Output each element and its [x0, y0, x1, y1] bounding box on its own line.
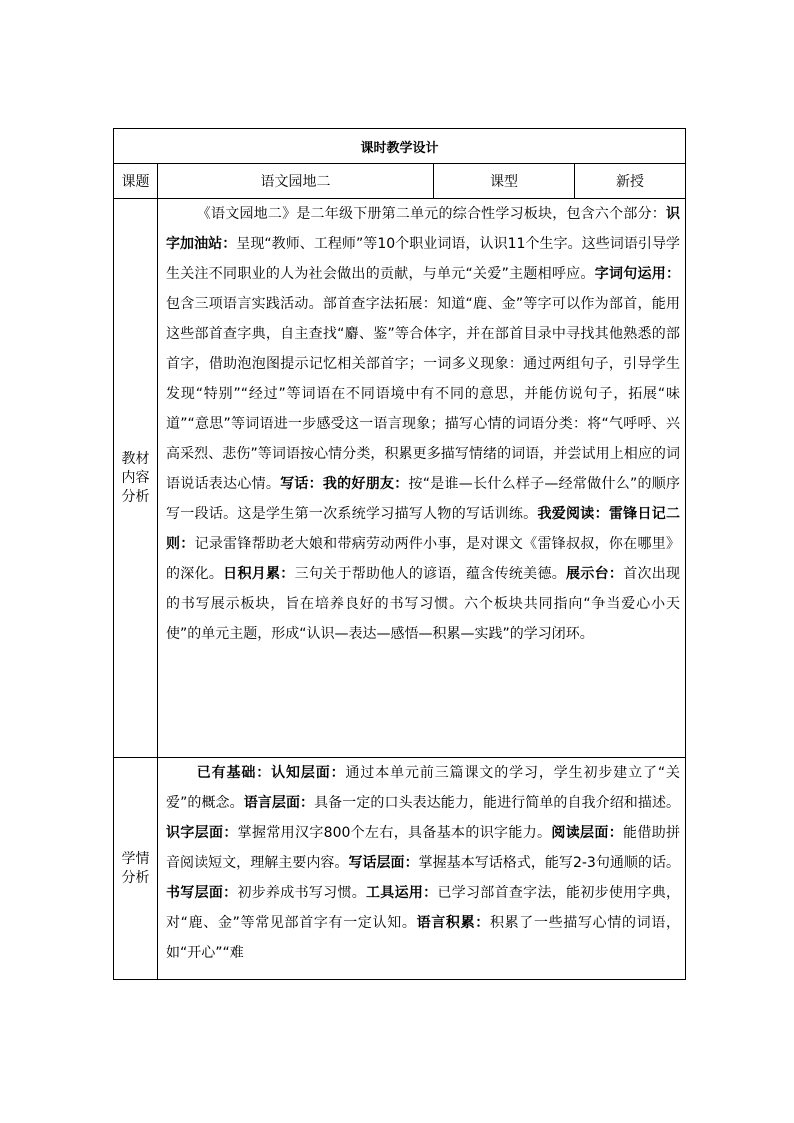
learner-analysis-label-line: 学情: [121, 850, 150, 867]
bold-heading-text: 字词句运用：: [594, 266, 681, 282]
bold-heading-text: 工具运用：: [366, 885, 438, 901]
body-text: 掌握常用汉字800个左右，具备基本的识字能力。: [237, 825, 552, 841]
content-analysis-label-line: 分析: [121, 488, 150, 505]
topic-label: 课题: [114, 164, 158, 199]
bold-heading-text: 识字层面：: [166, 825, 238, 841]
learner-analysis-label: [114, 758, 158, 980]
lesson-design-table: [113, 128, 686, 980]
bold-heading-text: 书写层面：: [166, 885, 238, 901]
body-text: 呈现“教师、工程师”等10个职业词语，认识11个生字。这些词语引导学生关注不同职业的人为社会做出的贡献，与单元“关爱”主题相呼应。: [166, 236, 681, 282]
bold-heading-text: 展示台：: [566, 566, 624, 582]
table-title: 课时教学设计: [114, 129, 686, 164]
body-text: 包含三项语言实践活动。部首查字法拓展：知道“鹿、金”等字可以作为部首，能用这些部首查字典，自主查找“麝、鉴”等合体字，并在部首目录中寻找其他熟悉的部首字，借助泡泡图提示记忆相关部首字；一词多义现象：通过两组句子，引导学生发现“特别”“经过”等词语在不同语境中有不同的意思，并能仿说句子，拓展“味道”“意思”等词语进一步感受这一语言现象；描写心情的词语分类：将“气呼呼、兴高采烈、悲伤”等词语按心情分类，积累更多描写情绪的词语，并尝试用上相应的词语说话表达心情。: [166, 296, 681, 492]
topic-value: 语文园地二: [158, 164, 434, 199]
body-text: 能借助拼音阅读短文，理解主要内容。: [166, 825, 681, 871]
body-text: 记录雷锋帮助老大娘和带病劳动两件小事，是对课文《雷锋叔叔，你在哪里》的深化。: [166, 536, 681, 582]
bold-heading-text: 识字加油站：: [166, 206, 681, 252]
body-text: 《语文园地二》是二年级下册第二单元的综合性学习板块，包含六个部分：: [196, 206, 667, 222]
bold-heading-text: 阅读层面：: [551, 825, 624, 841]
body-text: 已学习部首查字法，能初步使用字典，对“鹿、金”等常见部首字有一定认知。: [166, 885, 681, 931]
learner-analysis-label-line: 分析: [121, 869, 150, 886]
bold-heading-text: 语言层面：: [243, 795, 315, 811]
content-analysis-paragraph: [166, 199, 680, 649]
lesson-type-value: 新授: [575, 164, 686, 199]
body-text: 首次出现的书写展示板块，旨在培养良好的书写习惯。六个板块共同指向“争当爱心小天使”的单元主题，形成“认识—表达—感悟—积累—实践”的学习闭环。: [166, 566, 681, 642]
lesson-type-label: 课型: [434, 164, 575, 199]
learner-analysis-text: [158, 758, 686, 980]
content-analysis-label-line: 内容: [121, 469, 150, 486]
body-text: 掌握基本写话格式，能写2-3句通顺的话。: [418, 855, 681, 871]
body-text: 通过本单元前三篇课文的学习，学生初步建立了“关爱”的概念。: [166, 765, 681, 811]
bold-heading-text: 日积月累：: [223, 566, 295, 582]
body-text: 积累了一些描写心情的词语，如“开心”“难: [166, 915, 681, 961]
content-analysis-text: [158, 199, 686, 758]
content-analysis-label-line: 教材: [121, 450, 150, 467]
body-text: 初步养成书写习惯。: [237, 885, 367, 901]
bold-heading-text: 写话层面：: [348, 855, 419, 871]
body-text: 具备一定的口头表达能力，能进行简单的自我介绍和描述。: [314, 795, 681, 811]
bold-heading-text: 我爱阅读：雷锋日记二则：: [166, 506, 681, 552]
body-text: 三句关于帮助他人的谚语，蕴含传统美德。: [294, 566, 567, 582]
bold-heading-text: 已有基础：认知层面：: [196, 765, 346, 781]
learner-analysis-paragraph: [166, 758, 680, 968]
content-analysis-label: [114, 199, 158, 758]
bold-heading-text: 语言积累：: [416, 915, 490, 931]
body-text: 按“是谁—长什么样子—经常做什么”的顺序写一段话。这是学生第一次系统学习描写人物的写话训练。: [166, 476, 681, 522]
bold-heading-text: 写话：我的好朋友：: [280, 476, 409, 492]
